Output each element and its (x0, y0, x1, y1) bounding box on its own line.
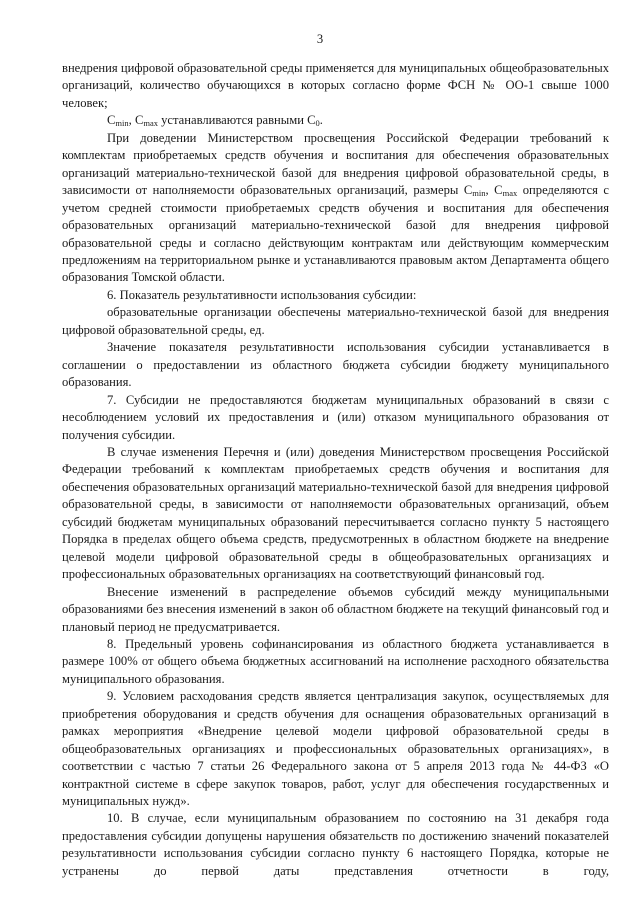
page-number: 3 (316, 32, 324, 46)
document-body (62, 60, 609, 880)
paragraph-indicator-value: Значение показателя результативности использования субсидии устанавливается в соглашении о предоставлении из областного бюджета субсидии бюджету муниципального образования. (62, 340, 609, 390)
paragraph-ministry-requirements: При доведении Министерством просвещения Российской Федерации требований к комплектам приобретаемых средств обучения и воспитания для обеспечения образовательных организаций материально-технической базой для внедрения цифровой образовательной среды, в зависимости от наполняемости образовательных организаций, размеры $C_{min}$, $C_{max}$ определяются с учетом средней стоимости приобретаемых средств обучения и воспитания для обеспечения образовательных организаций материально-технической базой для внедрения цифровой образовательной среды и согласно действующим контрактам или действующим коммерческим предложениям на территориальном рынке и устанавливаются правовым актом Департамента общего образования Томской области. (62, 130, 609, 285)
paragraph-item-7: 7. Субсидии не предоставляются бюджетам муниципальных образований в связи с несоблюдением условий их предоставления и (или) отказом муниципального образования от получения субсидии. (62, 392, 609, 442)
paragraph-item-9: 9. Условием расходования средств является централизация закупок, осуществляемых для приобретения оборудования и средств обучения для оснащения образовательных организаций в рамках мероприятия «Внедрение целевой модели цифровой образовательной среды в общеобразовательных организациях и профессиональных образовательных организациях», в соответствии с частью 7 статьи 26 Федерального закона от 5 апреля 2013 года № 44-ФЗ «О контрактной системе в сфере закупок товаров, работ, услуг для обеспечения государственных и муниципальных нужд». (62, 689, 609, 809)
paragraph-item-6: 6. Показатель результативности использования субсидии: (107, 287, 417, 302)
paragraph-indicator: образовательные организации обеспечены материально-технической базой для внедрения цифровой образовательной среды, ед. (62, 305, 609, 337)
paragraph-distribution-change: Внесение изменений в распределение объемов субсидий между муниципальными образованиями без внесения изменений в закон об областном бюджете на текущий финансовый год и плановый период не предусматривается. (62, 584, 609, 634)
paragraph-list-change: В случае изменения Перечня и (или) доведения Министерством просвещения Российской Федерации требований к комплектам приобретаемых средств обучения и воспитания для обеспечения образовательных организаций материально-технической базой для внедрения цифровой образовательной среды, в зависимости от наполняемости образовательных организаций, объем субсидий бюджетам муниципальных образований пересчитывается согласно пункту 5 настоящего Порядка в пределах общего объема средств, предусмотренных в областном бюджете на внедрение целевой модели цифровой образовательной среды в общеобразовательных организациях и профессиональных образовательных организациях на соответствующий финансовый год. (62, 444, 609, 582)
paragraph-digital-env-cont: внедрения цифровой образовательной среды применяется для муниципальных общеобразовательных организаций, количество обучающихся в которых согласно форме ФСН № ОО-1 свыше 1000 человек; (62, 61, 609, 110)
paragraph-item-8: 8. Предельный уровень софинансирования из областного бюджета устанавливается в размере 100% от общего объема бюджетных ассигнований на исполнение расходного обязательства муниципального образования. (62, 636, 609, 686)
paragraph-item-10: 10. В случае, если муниципальным образованием по состоянию на 31 декабря года предоставления субсидии допущены нарушения обязательств по достижению значений показателей результативности использования субсидии согласно пункту 6 настоящего Порядка, которые не устранены до первой даты представления отчетности в году, (62, 811, 609, 878)
paragraph-cmin-cmax-c0: $C_{min}$, $C_{max}$ устанавливаются равными $C_0$. (107, 113, 323, 129)
